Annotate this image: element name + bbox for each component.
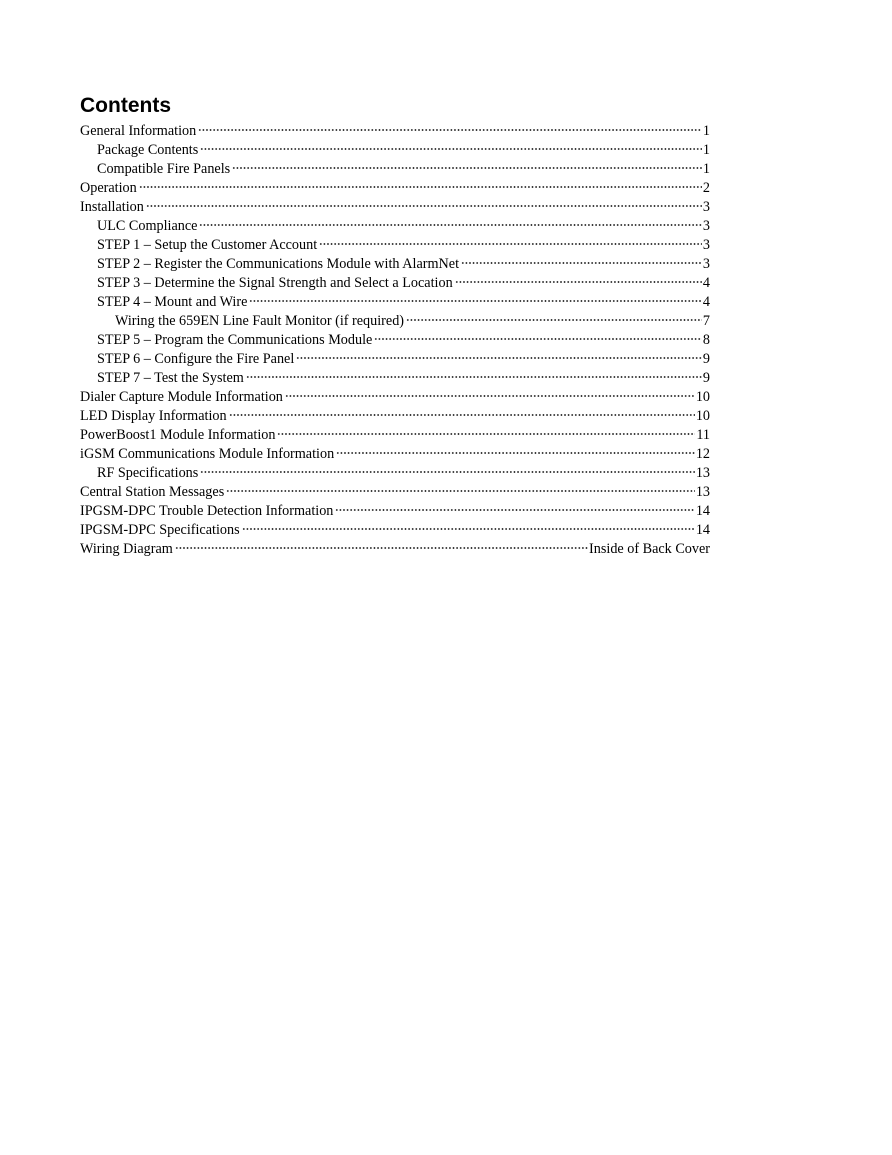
dot-leader [406,319,702,321]
toc-entry[interactable] [80,331,710,350]
dot-leader [461,262,702,264]
table-of-contents [80,122,710,559]
toc-entry-page-number: 3 [702,218,710,234]
toc-entry-page-number: 13 [695,484,710,500]
toc-entry-page-number: 14 [695,522,710,538]
dot-leader [226,490,695,492]
toc-entry-page-number: 14 [695,503,710,519]
toc-entry-label: General Information [80,123,197,139]
toc-entry-label: STEP 4 – Mount and Wire [97,294,248,310]
dot-leader [199,224,701,226]
toc-entry-label: STEP 3 – Determine the Signal Strength and Select a Location [97,275,453,291]
dot-leader [175,547,588,549]
toc-entry[interactable] [80,217,710,236]
toc-entry[interactable] [80,369,710,388]
dot-leader [246,376,702,378]
toc-entry-label: STEP 2 – Register the Communications Module with AlarmNet [97,256,460,272]
dot-leader [232,167,702,169]
toc-entry-label: ULC Compliance [97,218,198,234]
toc-entry-label: RF Specifications [97,465,199,481]
dot-leader [285,395,695,397]
dot-leader [249,300,702,302]
toc-entry-page-number: Inside of Back Cover [589,541,710,557]
dot-leader [229,414,695,416]
dot-leader [336,452,695,454]
toc-entry-page-number: 1 [702,161,710,177]
toc-entry[interactable] [80,521,710,540]
toc-entry-page-number: 9 [702,370,710,386]
toc-entry-label: IPGSM-DPC Specifications [80,522,240,538]
toc-entry-page-number: 12 [695,446,710,462]
toc-entry[interactable] [80,407,710,426]
toc-entry[interactable] [80,464,710,483]
toc-entry-page-number: 10 [695,408,710,424]
dot-leader [198,129,702,131]
toc-entry-label: Wiring Diagram [80,541,173,557]
toc-entry[interactable] [80,312,710,331]
toc-entry-label: Compatible Fire Panels [97,161,231,177]
toc-entry[interactable] [80,141,710,160]
dot-leader [335,509,694,511]
toc-entry-label: Installation [80,199,144,215]
dot-leader [296,357,702,359]
toc-entry[interactable] [80,255,710,274]
toc-entry[interactable] [80,274,710,293]
toc-entry-page-number: 11 [696,427,710,443]
toc-entry[interactable] [80,426,710,445]
toc-entry-label: PowerBoost1 Module Information [80,427,276,443]
toc-entry-page-number: 3 [702,199,710,215]
dot-leader [139,186,702,188]
toc-entry[interactable] [80,198,710,217]
toc-entry-label: Dialer Capture Module Information [80,389,283,405]
toc-entry[interactable] [80,179,710,198]
toc-entry[interactable] [80,293,710,312]
toc-entry-label: Wiring the 659EN Line Fault Monitor (if required) [115,313,405,329]
toc-entry[interactable] [80,445,710,464]
dot-leader [277,433,695,435]
toc-entry-page-number: 7 [702,313,710,329]
toc-entry-label: Package Contents [97,142,199,158]
toc-entry-label: LED Display Information [80,408,227,424]
dot-leader [200,148,702,150]
toc-entry-page-number: 4 [702,294,710,310]
dot-leader [455,281,702,283]
toc-entry[interactable] [80,483,710,502]
toc-entry-page-number: 8 [702,332,710,348]
dot-leader [319,243,702,245]
toc-entry-label: IPGSM-DPC Trouble Detection Information [80,503,334,519]
dot-leader [146,205,702,207]
toc-entry-label: STEP 1 – Setup the Customer Account [97,237,318,253]
toc-entry-page-number: 10 [695,389,710,405]
dot-leader [200,471,695,473]
toc-entry-label: iGSM Communications Module Information [80,446,335,462]
toc-entry-page-number: 4 [702,275,710,291]
toc-entry-label: STEP 6 – Configure the Fire Panel [97,351,295,367]
toc-entry-page-number: 2 [702,180,710,196]
toc-entry[interactable] [80,160,710,179]
toc-entry-page-number: 1 [702,123,710,139]
page-title: Contents [80,94,171,117]
toc-entry-page-number: 9 [702,351,710,367]
dot-leader [242,528,695,530]
toc-entry-label: Operation [80,180,137,196]
toc-entry-label: STEP 5 – Program the Communications Module [97,332,373,348]
toc-entry-page-number: 1 [702,142,710,158]
toc-entry[interactable] [80,540,710,559]
toc-entry-page-number: 13 [695,465,710,481]
toc-entry-label: Central Station Messages [80,484,225,500]
toc-entry[interactable] [80,350,710,369]
toc-entry-label: STEP 7 – Test the System [97,370,244,386]
dot-leader [374,338,702,340]
toc-entry-page-number: 3 [702,256,710,272]
toc-entry[interactable] [80,502,710,521]
toc-entry[interactable] [80,236,710,255]
toc-entry[interactable] [80,122,710,141]
toc-entry[interactable] [80,388,710,407]
toc-entry-page-number: 3 [702,237,710,253]
